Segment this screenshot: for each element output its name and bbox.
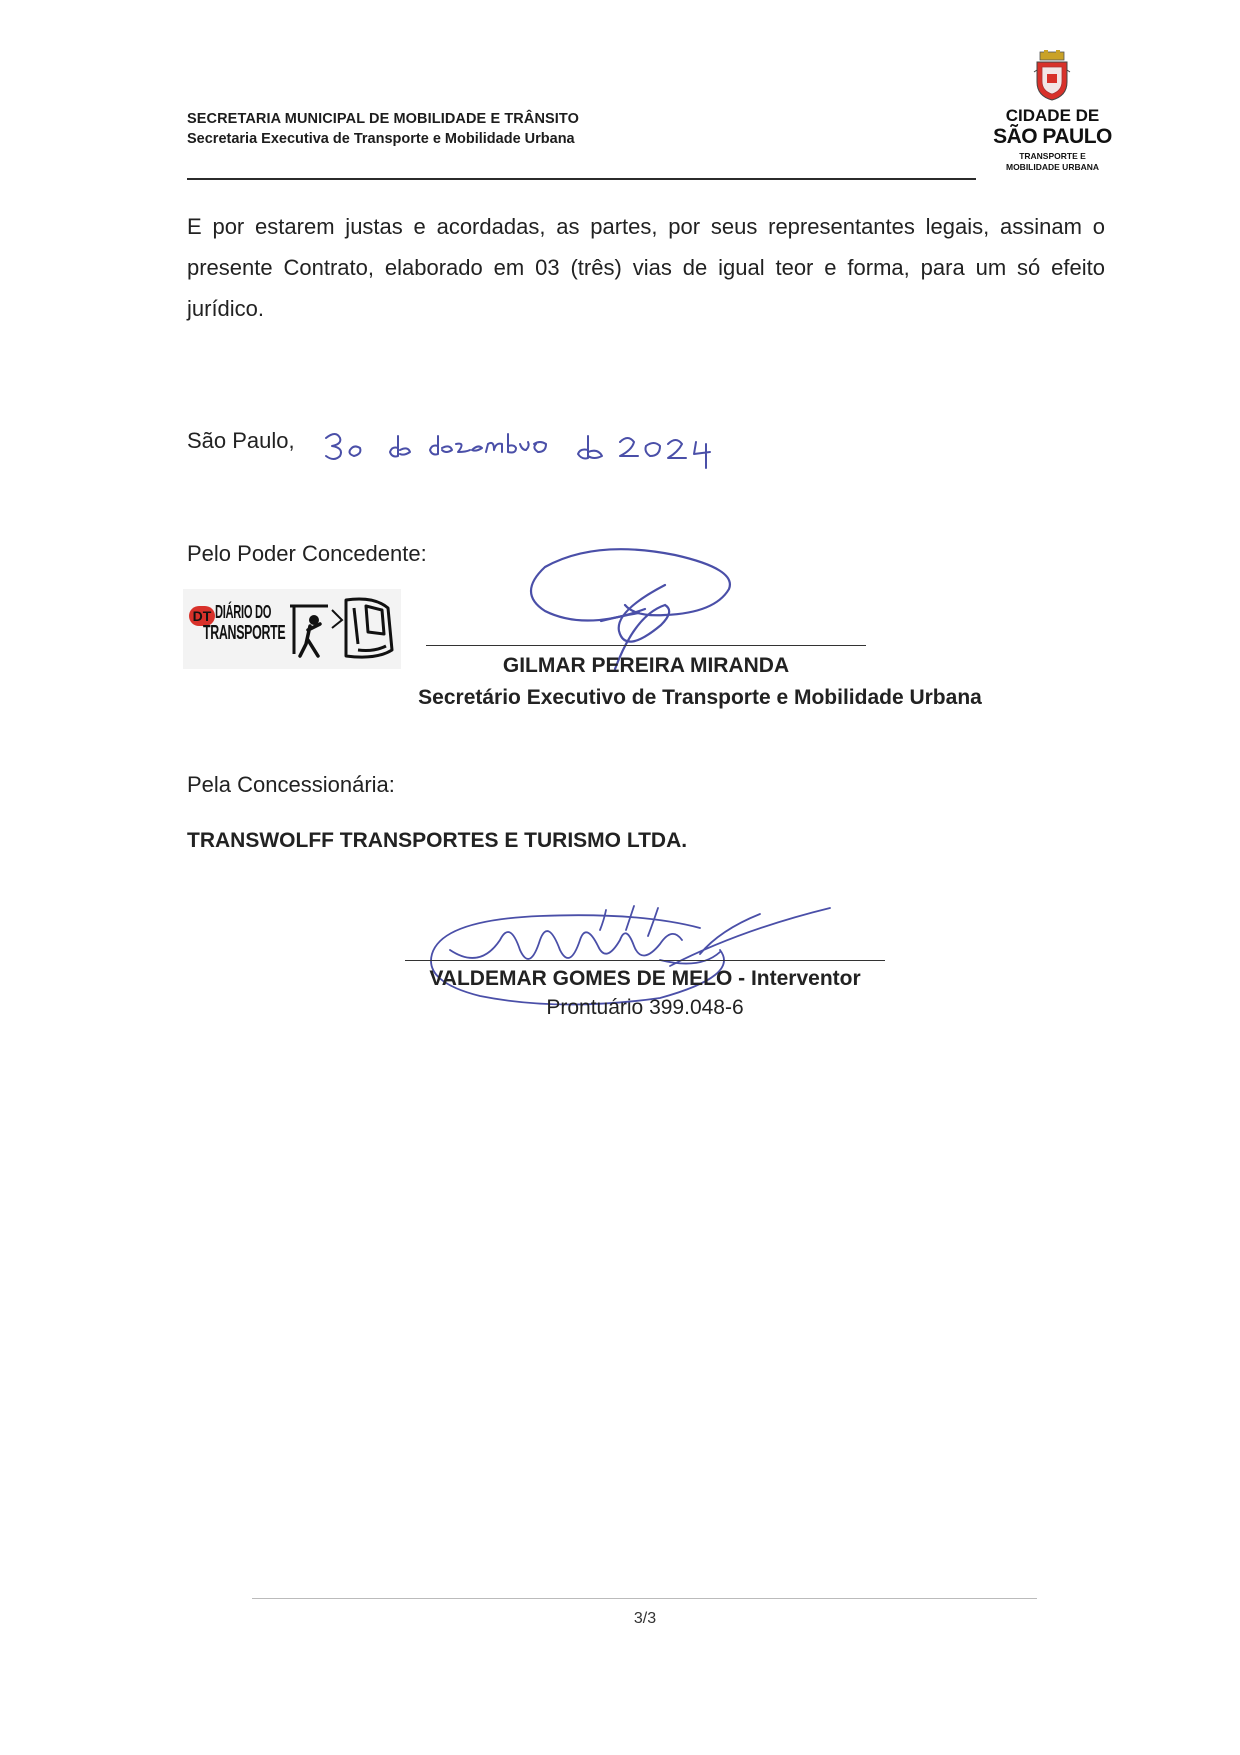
grantor-signatory-role: Secretário Executivo de Transporte e Mobilidade Urbana [418, 686, 982, 709]
logo-text-sao-paulo: SÃO PAULO [993, 125, 1112, 148]
watermark-line1: DIÁRIO DO [215, 602, 272, 622]
diario-do-transporte-watermark [183, 589, 401, 669]
dt-badge: DT [189, 606, 215, 626]
grantor-label: Pelo Poder Concedente: [187, 541, 427, 566]
concessionaire-signature-line [405, 960, 885, 961]
concessionaire-name: TRANSWOLFF TRANSPORTES E TURISMO LTDA. [187, 829, 688, 852]
bus-icon [288, 594, 398, 664]
concessionaire-signatory-name: VALDEMAR GOMES DE MELO - Interventor [429, 967, 861, 990]
grantor-signature-line [426, 645, 866, 646]
footer-divider [252, 1598, 1037, 1599]
handwritten-date [320, 420, 730, 480]
logo-text-transporte: TRANSPORTE E [1019, 151, 1086, 161]
city-prefix: São Paulo, [187, 428, 295, 453]
logo-text-mobilidade: MOBILIDADE URBANA [1005, 162, 1100, 172]
watermark-line2: TRANSPORTE [203, 622, 286, 644]
grantor-signatory-name: GILMAR PEREIRA MIRANDA [502, 654, 790, 677]
city-logo [985, 50, 1120, 180]
header-department: SECRETARIA MUNICIPAL DE MOBILIDADE E TRÂNSITO [187, 111, 579, 127]
concessionaire-label: Pela Concessionária: [187, 772, 395, 797]
header-secretariat: Secretaria Executiva de Transporte e Mobilidade Urbana [187, 131, 575, 147]
closing-paragraph: E por estarem justas e acordadas, as partes, por seus representantes legais, assinam o presente Contrato, elaborado em 03 (três) vias de igual teor e forma, para um só efeito jurídico. [187, 214, 1105, 321]
concessionaire-registration: Prontuário 399.048-6 [546, 996, 744, 1019]
logo-text-cidade-de: CIDADE DE [1005, 106, 1100, 125]
coat-of-arms-icon [1032, 50, 1072, 102]
page-number: 3/3 [633, 1610, 657, 1627]
header-divider [187, 178, 976, 180]
